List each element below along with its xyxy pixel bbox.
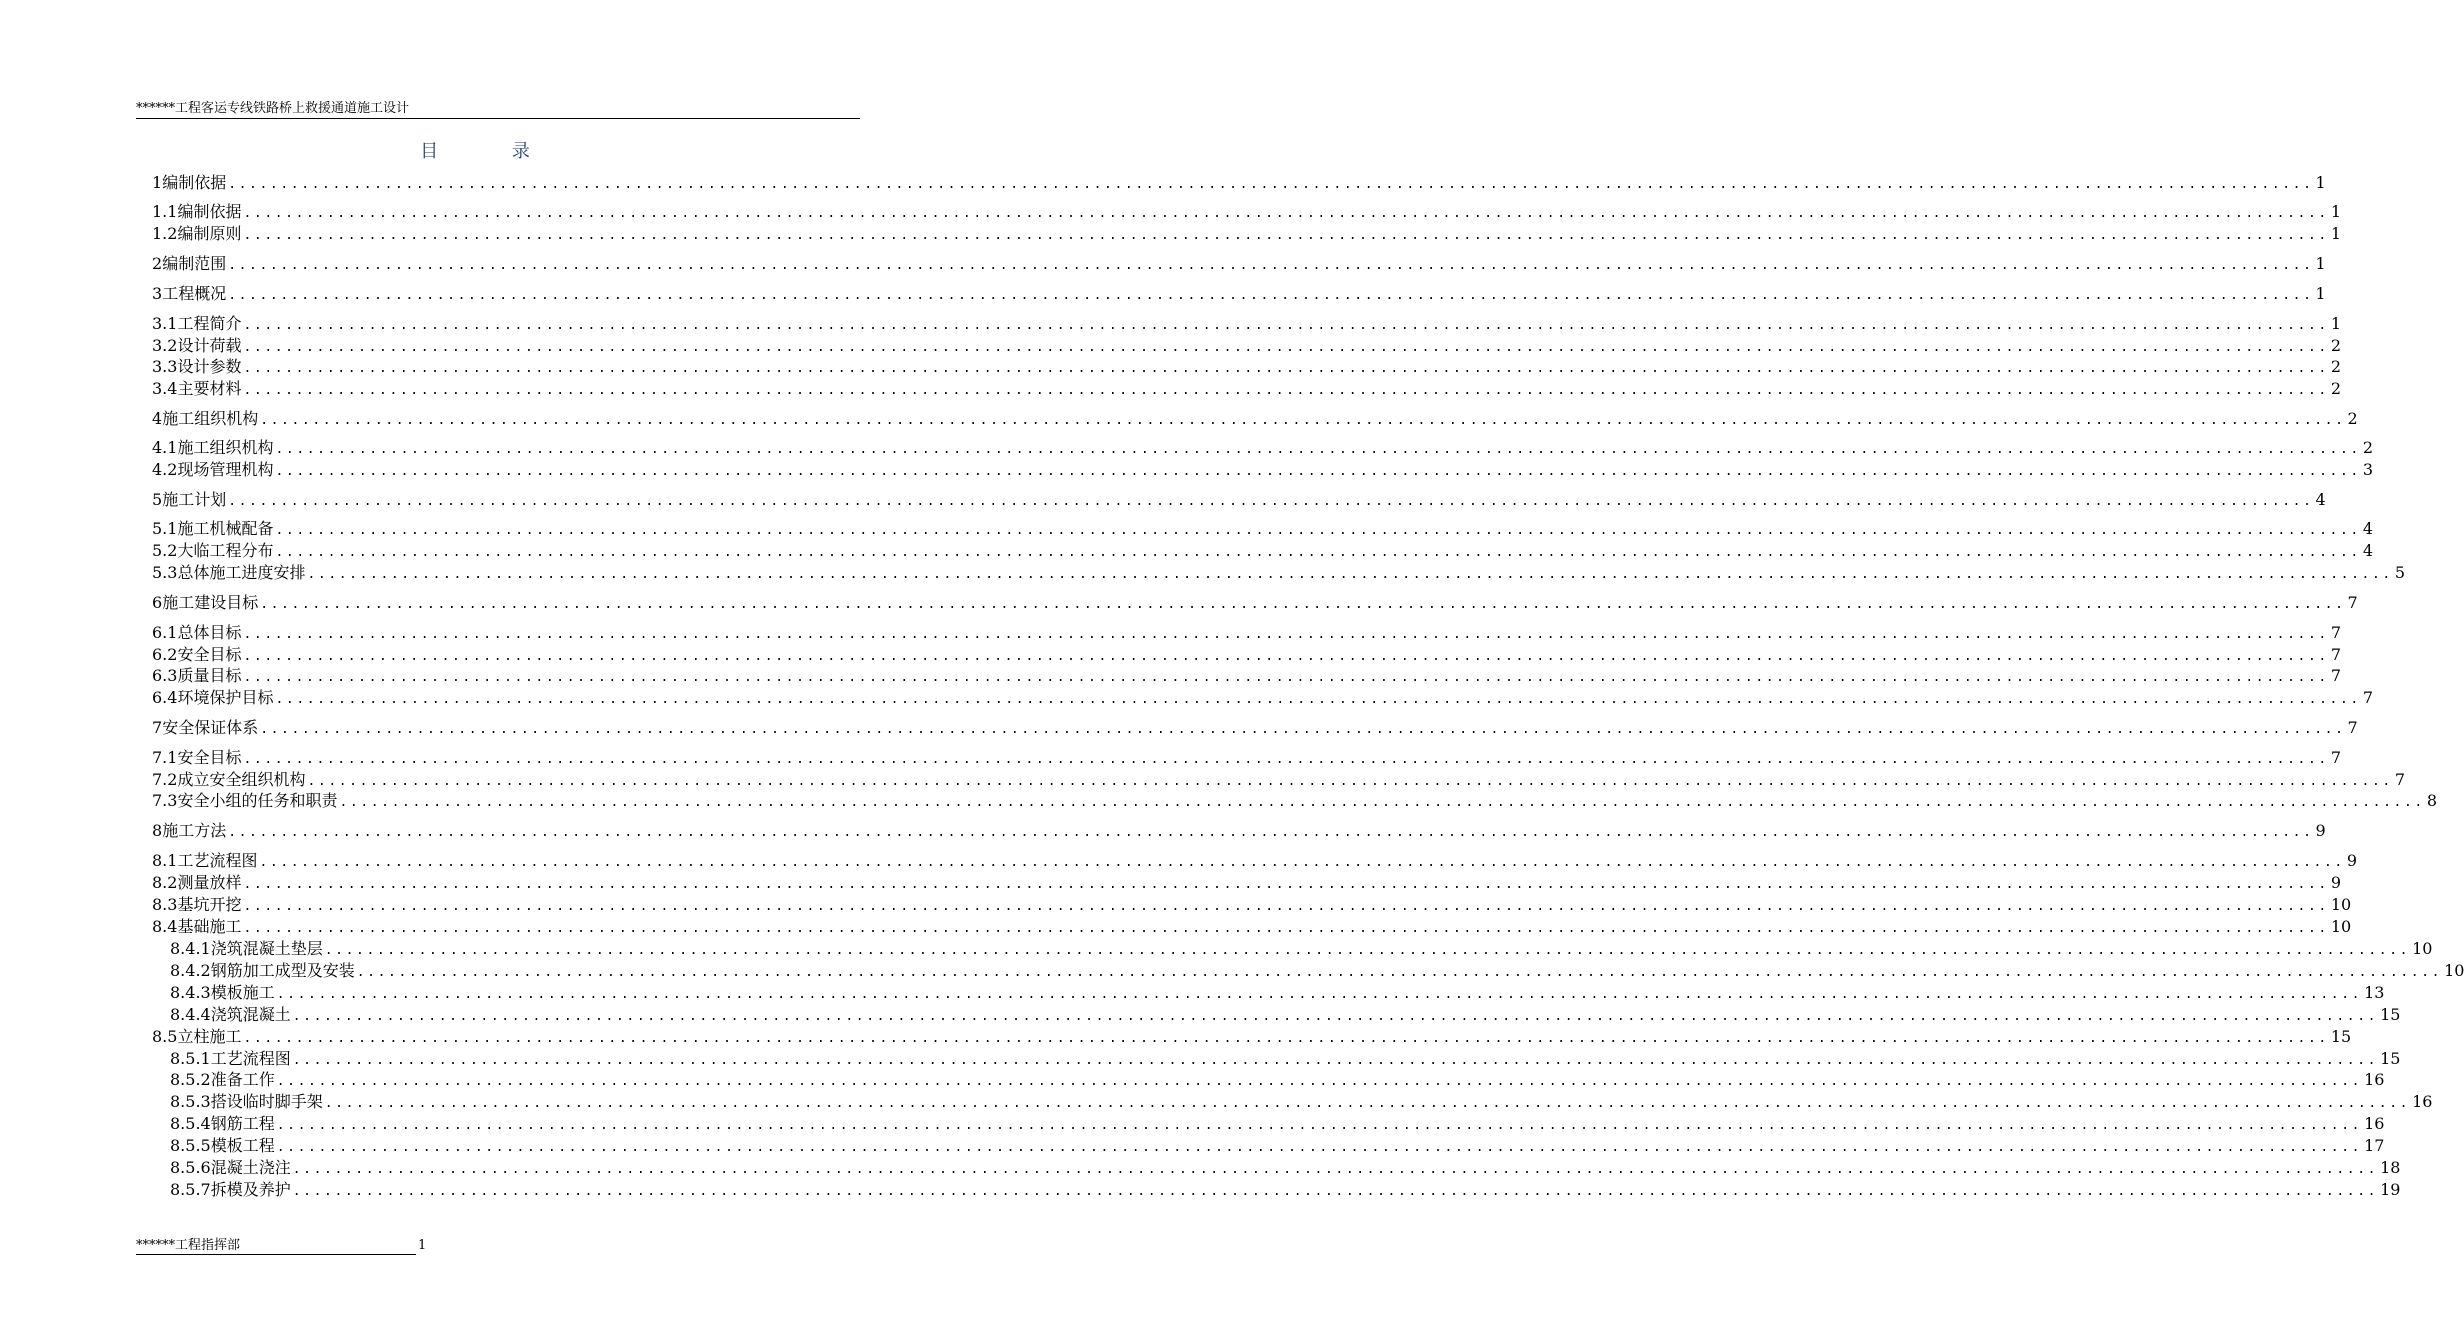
toc-entry-number: 2 xyxy=(152,254,163,273)
toc-leader-dots: ........................................................................................................................................................................................................ xyxy=(243,206,2329,221)
toc-entry-label: 编制原则 xyxy=(177,224,242,243)
toc-entry-label: 工艺流程图 xyxy=(177,851,258,870)
toc-entry-number: 8.5.3 xyxy=(170,1092,211,1111)
toc-leader-dots: ........................................................................................................................................................................................................ xyxy=(275,464,2361,479)
toc-entry[interactable] xyxy=(152,518,2373,540)
toc-entry-page: 17 xyxy=(2364,1136,2385,1155)
footer-page-number: 1 xyxy=(418,1238,427,1253)
toc-entry-number: 8.1 xyxy=(152,851,178,870)
toc-leader-dots: ........................................................................................................................................................................................................ xyxy=(243,899,2329,914)
toc-entry[interactable] xyxy=(152,437,2373,459)
toc-entry-page: 7 xyxy=(2330,666,2341,685)
toc-entry-label: 工程简介 xyxy=(177,314,242,333)
toc-entry-page: 4 xyxy=(2315,490,2326,509)
toc-entry-page: 13 xyxy=(2364,983,2385,1002)
toc-leader-dots: ........................................................................................................................................................................................................ xyxy=(339,795,2425,810)
toc-entry-number: 8.4.3 xyxy=(170,983,211,1002)
toc-leader-dots: ........................................................................................................................................................................................................ xyxy=(276,1140,2363,1155)
toc-entry[interactable] xyxy=(152,459,2373,481)
toc-entry-number: 8.5.5 xyxy=(170,1136,211,1155)
toc-entry-number: 5.1 xyxy=(152,519,178,538)
toc-entry-number: 5 xyxy=(152,490,163,509)
toc-entry-page: 1 xyxy=(2330,314,2341,333)
toc-entry-number: 8.5.4 xyxy=(170,1114,211,1133)
toc-entry-page: 10 xyxy=(2330,895,2352,914)
toc-leader-dots: ........................................................................................................................................................................................................ xyxy=(260,413,2346,428)
toc-entry-number: 5.3 xyxy=(152,563,178,582)
toc-entry-label: 施工方法 xyxy=(162,821,227,840)
toc-entry-label: 现场管理机构 xyxy=(177,460,274,479)
toc-entry[interactable] xyxy=(170,938,2433,960)
toc-entry-number: 8.5.6 xyxy=(170,1158,211,1177)
toc-entry-label: 大临工程分布 xyxy=(177,541,274,560)
toc-leader-dots: ........................................................................................................................................................................................................ xyxy=(307,567,2393,582)
toc-entry[interactable] xyxy=(170,1135,2385,1157)
toc-entry[interactable] xyxy=(152,253,2326,275)
toc-entry-number: 4 xyxy=(152,409,163,428)
toc-entry[interactable] xyxy=(152,850,2357,872)
toc-entry-label: 编制依据 xyxy=(162,173,227,192)
toc-entry[interactable] xyxy=(152,335,2341,357)
footer-text: ******工程指挥部 xyxy=(136,1238,416,1255)
toc-entry-number: 8.5.7 xyxy=(170,1180,211,1199)
toc-entry-number: 8.4.1 xyxy=(170,939,211,958)
toc-entry[interactable] xyxy=(170,982,2385,1004)
toc-entry-label: 钢筋加工成型及安装 xyxy=(210,961,355,980)
toc-entry[interactable] xyxy=(152,665,2341,687)
toc-entry-number: 3.3 xyxy=(152,357,178,376)
toc-entry-label: 主要材料 xyxy=(177,379,242,398)
toc-entry-label: 总体施工进度安排 xyxy=(177,563,306,582)
toc-leader-dots: ........................................................................................................................................................................................................ xyxy=(243,752,2329,767)
toc-entry-label: 编制依据 xyxy=(177,202,242,221)
toc-entry-page: 1 xyxy=(2315,284,2326,303)
toc-entry-number: 3.1 xyxy=(152,314,178,333)
toc-entry-page: 2 xyxy=(2330,357,2341,376)
toc-entry-number: 7.3 xyxy=(152,791,178,810)
toc-entry-label: 模板工程 xyxy=(210,1136,275,1155)
toc-leader-dots: ........................................................................................................................................................................................................ xyxy=(324,943,2411,958)
toc-entry-page: 1 xyxy=(2330,202,2341,221)
toc-entry-page: 7 xyxy=(2362,688,2373,707)
toc-entry-label: 施工建设目标 xyxy=(162,593,259,612)
toc-entry-number: 8.4 xyxy=(152,917,178,936)
toc-entry[interactable] xyxy=(152,790,2437,812)
toc-entry[interactable] xyxy=(152,820,2326,842)
toc-entry[interactable] xyxy=(152,489,2326,511)
toc-entry-page: 16 xyxy=(2364,1114,2385,1133)
toc-entry-page: 2 xyxy=(2330,336,2341,355)
toc-entry-label: 搭设临时脚手架 xyxy=(210,1092,323,1111)
toc-entry-page: 8 xyxy=(2426,791,2437,810)
toc-entry-number: 6.3 xyxy=(152,666,178,685)
toc-entry-number: 8.5 xyxy=(152,1027,178,1046)
toc-leader-dots: ........................................................................................................................................................................................................ xyxy=(243,877,2329,892)
toc-leader-dots: ........................................................................................................................................................................................................ xyxy=(356,965,2443,980)
toc-entry-page: 4 xyxy=(2362,519,2373,538)
toc-leader-dots: ........................................................................................................................................................................................................ xyxy=(228,825,2314,840)
toc-entry-label: 总体目标 xyxy=(177,623,242,642)
page-footer xyxy=(136,1238,426,1255)
toc-entry-page: 10 xyxy=(2330,917,2352,936)
toc-entry-label: 安全保证体系 xyxy=(162,718,259,737)
toc-leader-dots: ........................................................................................................................................................................................................ xyxy=(276,987,2363,1002)
toc-entry[interactable] xyxy=(170,1004,2401,1026)
toc-entry[interactable] xyxy=(152,894,2352,916)
toc-leader-dots: ........................................................................................................................................................................................................ xyxy=(275,523,2361,538)
toc-entry-page: 9 xyxy=(2330,873,2341,892)
toc-entry-number: 8.4.4 xyxy=(170,1005,211,1024)
toc-entry[interactable] xyxy=(152,223,2341,245)
toc-entry[interactable] xyxy=(152,622,2341,644)
toc-entry[interactable] xyxy=(152,872,2341,894)
toc-leader-dots: ........................................................................................................................................................................................................ xyxy=(228,258,2314,273)
toc-entry-page: 7 xyxy=(2347,593,2358,612)
toc-entry-page: 19 xyxy=(2380,1180,2401,1199)
toc-entry-page: 16 xyxy=(2364,1070,2385,1089)
toc-entry-number: 8.3 xyxy=(152,895,178,914)
toc-entry-label: 施工组织机构 xyxy=(162,409,259,428)
toc-entry-page: 15 xyxy=(2330,1027,2352,1046)
toc-leader-dots: ........................................................................................................................................................................................................ xyxy=(243,1031,2329,1046)
toc-entry[interactable] xyxy=(152,644,2341,666)
toc-entry-label: 设计荷载 xyxy=(177,336,242,355)
toc-entry-page: 16 xyxy=(2412,1092,2433,1111)
toc-entry-label: 浇筑混凝土 xyxy=(210,1005,291,1024)
toc-entry-number: 3.4 xyxy=(152,379,178,398)
toc-entry-label: 混凝土浇注 xyxy=(210,1158,291,1177)
toc-entry-number: 6.1 xyxy=(152,623,178,642)
toc-entry-page: 1 xyxy=(2330,224,2341,243)
toc-entry[interactable] xyxy=(152,201,2341,223)
toc-leader-dots: ........................................................................................................................................................................................................ xyxy=(243,921,2329,936)
toc-leader-dots: ........................................................................................................................................................................................................ xyxy=(276,1074,2363,1089)
toc-entry-label: 质量目标 xyxy=(177,666,242,685)
toc-entry-label: 施工组织机构 xyxy=(177,438,274,457)
toc-entry-label: 基坑开挖 xyxy=(177,895,242,914)
toc-entry[interactable] xyxy=(152,283,2326,305)
toc-leader-dots: ........................................................................................................................................................................................................ xyxy=(243,340,2329,355)
toc-entry-label: 设计参数 xyxy=(177,357,242,376)
toc-entry[interactable] xyxy=(152,769,2405,791)
toc-entry-label: 施工计划 xyxy=(162,490,227,509)
toc-entry[interactable] xyxy=(152,916,2352,938)
toc-entry-page: 4 xyxy=(2362,541,2373,560)
toc-entry-page: 2 xyxy=(2330,379,2341,398)
toc-entry-number: 6.4 xyxy=(152,688,178,707)
toc-entry-label: 工艺流程图 xyxy=(210,1049,291,1068)
toc-entry[interactable] xyxy=(170,960,2464,982)
toc-leader-dots: ........................................................................................................................................................................................................ xyxy=(275,545,2361,560)
toc-entry-page: 7 xyxy=(2330,623,2341,642)
toc-leader-dots: ........................................................................................................................................................................................................ xyxy=(228,494,2314,509)
toc-entry[interactable] xyxy=(170,1048,2401,1070)
toc-entry[interactable] xyxy=(152,540,2373,562)
toc-entry[interactable] xyxy=(152,687,2373,709)
toc-entry[interactable] xyxy=(170,1113,2385,1135)
toc-entry-number: 3.2 xyxy=(152,336,178,355)
toc-title-char-2: 录 xyxy=(511,141,530,162)
toc-leader-dots: ........................................................................................................................................................................................................ xyxy=(243,627,2329,642)
toc-entry-label: 成立安全组织机构 xyxy=(177,770,306,789)
toc-leader-dots: ........................................................................................................................................................................................................ xyxy=(324,1096,2411,1111)
toc-entry-number: 8 xyxy=(152,821,163,840)
toc-entry[interactable] xyxy=(170,1069,2385,1091)
toc-leader-dots: ........................................................................................................................................................................................................ xyxy=(292,1053,2379,1068)
toc-leader-dots: ........................................................................................................................................................................................................ xyxy=(292,1162,2379,1177)
toc-entry-page: 7 xyxy=(2330,645,2341,664)
toc-leader-dots: ........................................................................................................................................................................................................ xyxy=(292,1184,2379,1199)
toc-entry-page: 18 xyxy=(2380,1158,2401,1177)
toc-leader-dots: ........................................................................................................................................................................................................ xyxy=(260,722,2346,737)
toc-entry[interactable] xyxy=(170,1157,2401,1179)
toc-leader-dots: ........................................................................................................................................................................................................ xyxy=(260,597,2346,612)
toc-entry-number: 6 xyxy=(152,593,163,612)
toc-entry[interactable] xyxy=(152,562,2405,584)
toc-entry-page: 7 xyxy=(2394,770,2405,789)
toc-entry-number: 8.4.2 xyxy=(170,961,211,980)
toc-entry-page: 7 xyxy=(2330,748,2341,767)
toc-entry[interactable] xyxy=(152,747,2341,769)
toc-entry-page: 9 xyxy=(2346,851,2357,870)
toc-entry-page: 1 xyxy=(2315,254,2326,273)
toc-entry-label: 安全小组的任务和职责 xyxy=(177,791,338,810)
toc-entry-number: 7.1 xyxy=(152,748,178,767)
toc-leader-dots: ........................................................................................................................................................................................................ xyxy=(243,383,2329,398)
toc-entry[interactable] xyxy=(170,1091,2433,1113)
toc-entry-number: 4.2 xyxy=(152,460,178,479)
toc-entry-page: 10 xyxy=(2412,939,2433,958)
toc-entry[interactable] xyxy=(152,378,2341,400)
toc-entry[interactable] xyxy=(152,1026,2352,1048)
toc-leader-dots: ........................................................................................................................................................................................................ xyxy=(275,442,2361,457)
toc-entry[interactable] xyxy=(152,592,2358,614)
toc-entry-label: 准备工作 xyxy=(210,1070,275,1089)
toc-leader-dots: ........................................................................................................................................................................................................ xyxy=(276,1118,2363,1133)
toc-leader-dots: ........................................................................................................................................................................................................ xyxy=(307,774,2393,789)
toc-entry[interactable] xyxy=(152,717,2358,739)
toc-entry-label: 浇筑混凝土垫层 xyxy=(210,939,323,958)
toc-entry-number: 8.2 xyxy=(152,873,178,892)
toc-entry-page: 15 xyxy=(2380,1049,2401,1068)
toc-entry-number: 8.5.2 xyxy=(170,1070,211,1089)
toc-entry[interactable] xyxy=(170,1179,2401,1201)
toc-entry-number: 1.1 xyxy=(152,202,178,221)
toc-title xyxy=(0,137,950,163)
toc-entry-label: 拆模及养护 xyxy=(210,1180,291,1199)
toc-leader-dots: ........................................................................................................................................................................................................ xyxy=(243,318,2329,333)
toc-title-char-1: 目 xyxy=(420,141,439,162)
toc-entry-label: 施工机械配备 xyxy=(177,519,274,538)
toc-leader-dots: ........................................................................................................................................................................................................ xyxy=(243,228,2329,243)
toc-entry-label: 环境保护目标 xyxy=(177,688,274,707)
toc-entry-page: 2 xyxy=(2347,409,2358,428)
toc-entry-label: 工程概况 xyxy=(162,284,227,303)
toc-entry-label: 立柱施工 xyxy=(177,1027,242,1046)
toc-entry-label: 钢筋工程 xyxy=(210,1114,275,1133)
toc-entry[interactable] xyxy=(152,172,2326,194)
toc-entry-number: 1.2 xyxy=(152,224,178,243)
toc-entry-number: 7 xyxy=(152,718,163,737)
toc-leader-dots: ........................................................................................................................................................................................................ xyxy=(243,649,2329,664)
toc-entry-page: 1 xyxy=(2315,173,2326,192)
page-header: ******工程客运专线铁路桥上救援通道施工设计 xyxy=(136,101,860,119)
toc-entry[interactable] xyxy=(152,356,2341,378)
toc-entry-number: 3 xyxy=(152,284,163,303)
toc-entry-page: 7 xyxy=(2347,718,2358,737)
toc-entry-label: 测量放样 xyxy=(177,873,242,892)
toc-entry-number: 8.5.1 xyxy=(170,1049,211,1068)
toc-entry-label: 安全目标 xyxy=(177,748,242,767)
toc-entry-label: 模板施工 xyxy=(210,983,275,1002)
toc-entry-page: 5 xyxy=(2394,563,2405,582)
toc-leader-dots: ........................................................................................................................................................................................................ xyxy=(259,855,2345,870)
toc-entry-page: 2 xyxy=(2362,438,2373,457)
toc-entry-label: 编制范围 xyxy=(162,254,227,273)
toc-entry-number: 4.1 xyxy=(152,438,178,457)
toc-entry-label: 基础施工 xyxy=(177,917,242,936)
toc-entry-page: 15 xyxy=(2380,1005,2401,1024)
toc-entry-label: 安全目标 xyxy=(177,645,242,664)
toc-entry-number: 6.2 xyxy=(152,645,178,664)
toc-entry-number: 1 xyxy=(152,173,163,192)
toc-leader-dots: ........................................................................................................................................................................................................ xyxy=(243,670,2329,685)
toc-leader-dots: ........................................................................................................................................................................................................ xyxy=(228,288,2314,303)
toc-entry-page: 10 xyxy=(2444,961,2464,980)
toc-entry-page: 9 xyxy=(2315,821,2326,840)
toc-entry-number: 5.2 xyxy=(152,541,178,560)
toc-entry[interactable] xyxy=(152,408,2358,430)
toc-entry[interactable] xyxy=(152,313,2341,335)
toc-leader-dots: ........................................................................................................................................................................................................ xyxy=(275,692,2361,707)
toc-leader-dots: ........................................................................................................................................................................................................ xyxy=(292,1009,2379,1024)
toc-entry-number: 7.2 xyxy=(152,770,178,789)
toc-entry-page: 3 xyxy=(2362,460,2373,479)
toc-leader-dots: ........................................................................................................................................................................................................ xyxy=(228,177,2314,192)
toc-leader-dots: ........................................................................................................................................................................................................ xyxy=(243,361,2329,376)
